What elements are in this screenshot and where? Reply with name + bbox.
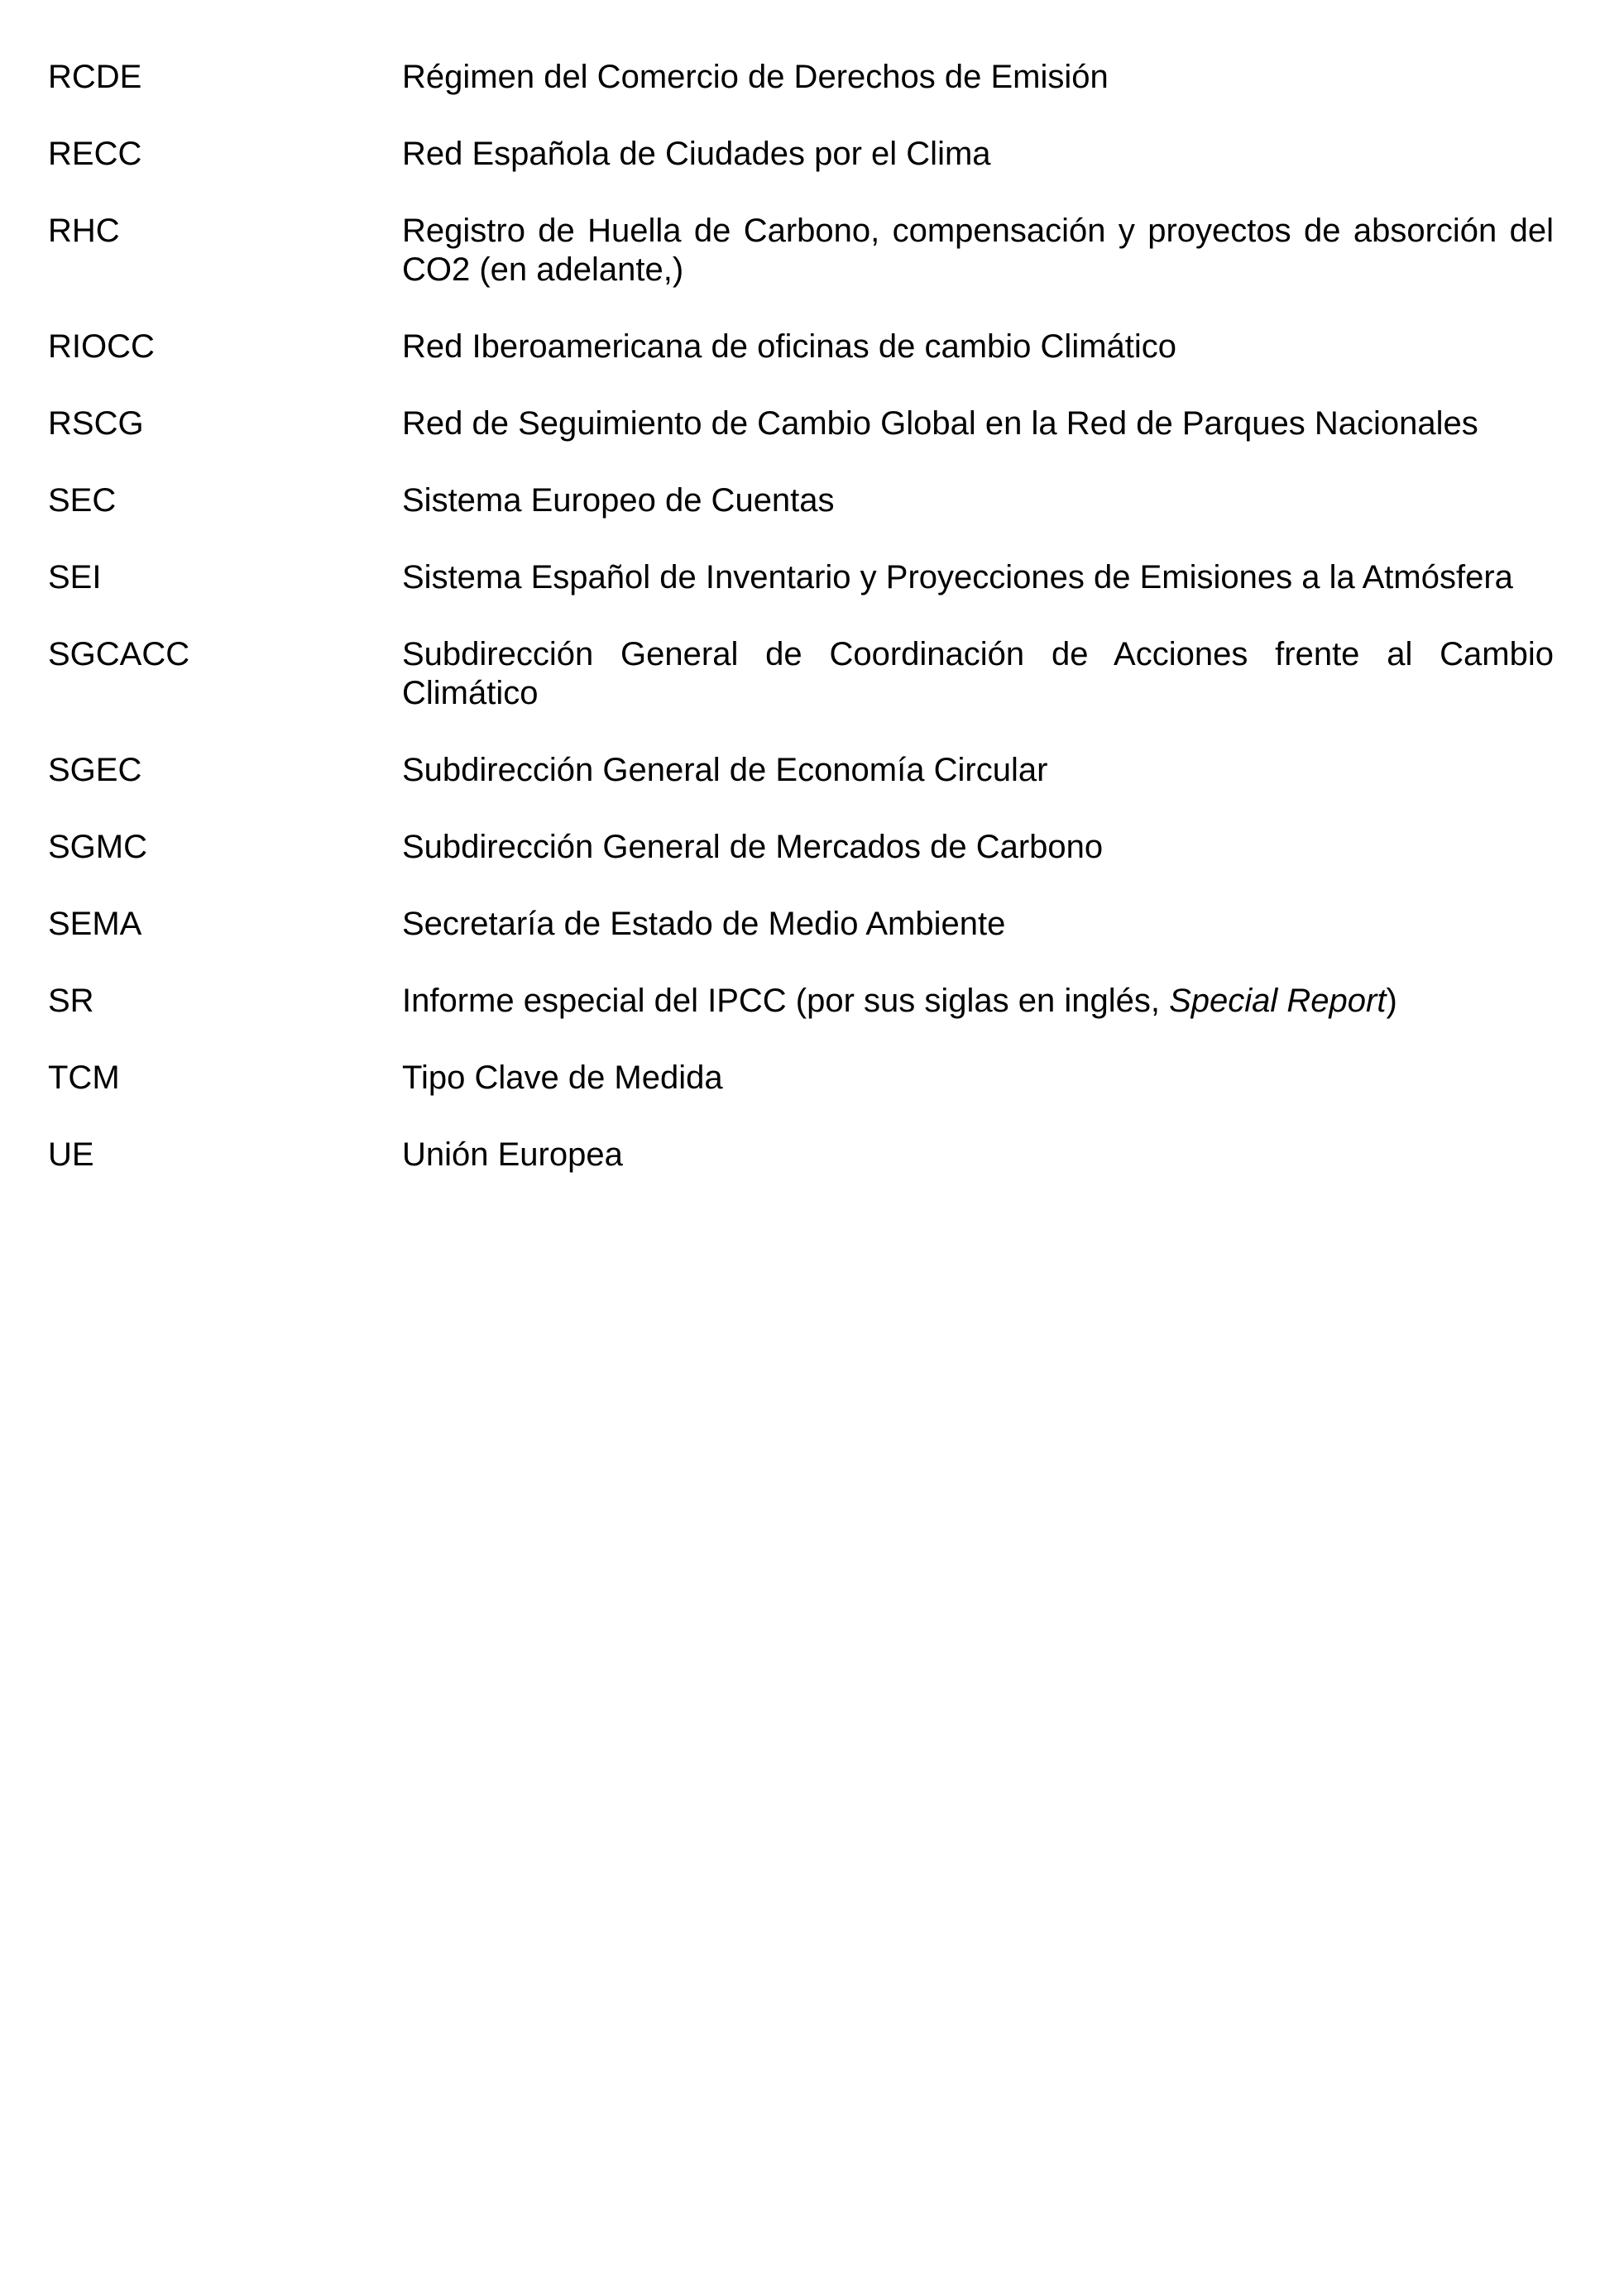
- acronym: TCM: [48, 1060, 120, 1096]
- acronym-definition: Unión Europea: [402, 1136, 623, 1173]
- glossary-entry: [48, 1136, 1554, 1174]
- acronym: UE: [48, 1136, 94, 1173]
- acronym-definition: Sistema Europeo de Cuentas: [402, 482, 835, 519]
- acronym: RSCG: [48, 405, 144, 442]
- glossary-entry: [48, 481, 1554, 520]
- acronym-definition: Secretaría de Estado de Medio Ambiente: [402, 906, 1006, 942]
- glossary-entry: [48, 404, 1554, 443]
- acronym-definition: Subdirección General de Coordinación de Acciones frente al Cambio Climático: [402, 636, 1554, 711]
- acronym: RCDE: [48, 59, 142, 95]
- acronym-definition: Registro de Huella de Carbono, compensación y proyectos de absorción del CO2 (en adelante,): [402, 213, 1554, 288]
- glossary-entry: [48, 751, 1554, 790]
- acronym: SGEC: [48, 752, 142, 788]
- glossary-entry: [48, 828, 1554, 867]
- glossary-entry: [48, 1059, 1554, 1098]
- acronym-glossary: [48, 58, 1554, 1213]
- glossary-entry: [48, 635, 1554, 713]
- glossary-entry: [48, 212, 1554, 289]
- acronym-definition: Red Iberoamericana de oficinas de cambio Climático: [402, 328, 1177, 365]
- glossary-entry: [48, 982, 1554, 1021]
- acronym: SEC: [48, 482, 117, 519]
- acronym: RHC: [48, 213, 120, 249]
- acronym: RECC: [48, 136, 142, 172]
- acronym-definition: Red de Seguimiento de Cambio Global en la Red de Parques Nacionales: [402, 405, 1478, 442]
- acronym-definition: Subdirección General de Mercados de Carbono: [402, 829, 1104, 865]
- acronym: SEI: [48, 559, 102, 596]
- acronym-definition: Red Española de Ciudades por el Clima: [402, 136, 991, 172]
- definition-text: ): [1386, 983, 1397, 1019]
- acronym: RIOCC: [48, 328, 155, 365]
- glossary-entry: [48, 558, 1554, 597]
- acronym-definition: Tipo Clave de Medida: [402, 1060, 723, 1096]
- acronym-definition: [402, 982, 1554, 1021]
- glossary-entry: [48, 58, 1554, 97]
- acronym: SR: [48, 983, 94, 1019]
- acronym: SGMC: [48, 829, 147, 865]
- glossary-entry: [48, 135, 1554, 174]
- acronym-definition: Régimen del Comercio de Derechos de Emisión: [402, 59, 1109, 95]
- definition-italic-text: Special Report: [1169, 983, 1387, 1019]
- glossary-entry: [48, 905, 1554, 944]
- glossary-entry: [48, 328, 1554, 366]
- acronym-definition: Subdirección General de Economía Circular: [402, 752, 1048, 788]
- definition-text: Informe especial del IPCC (por sus siglas en inglés,: [402, 983, 1170, 1019]
- acronym: SEMA: [48, 906, 142, 942]
- acronym: SGCACC: [48, 636, 190, 672]
- acronym-definition: Sistema Español de Inventario y Proyecciones de Emisiones a la Atmósfera: [402, 559, 1513, 596]
